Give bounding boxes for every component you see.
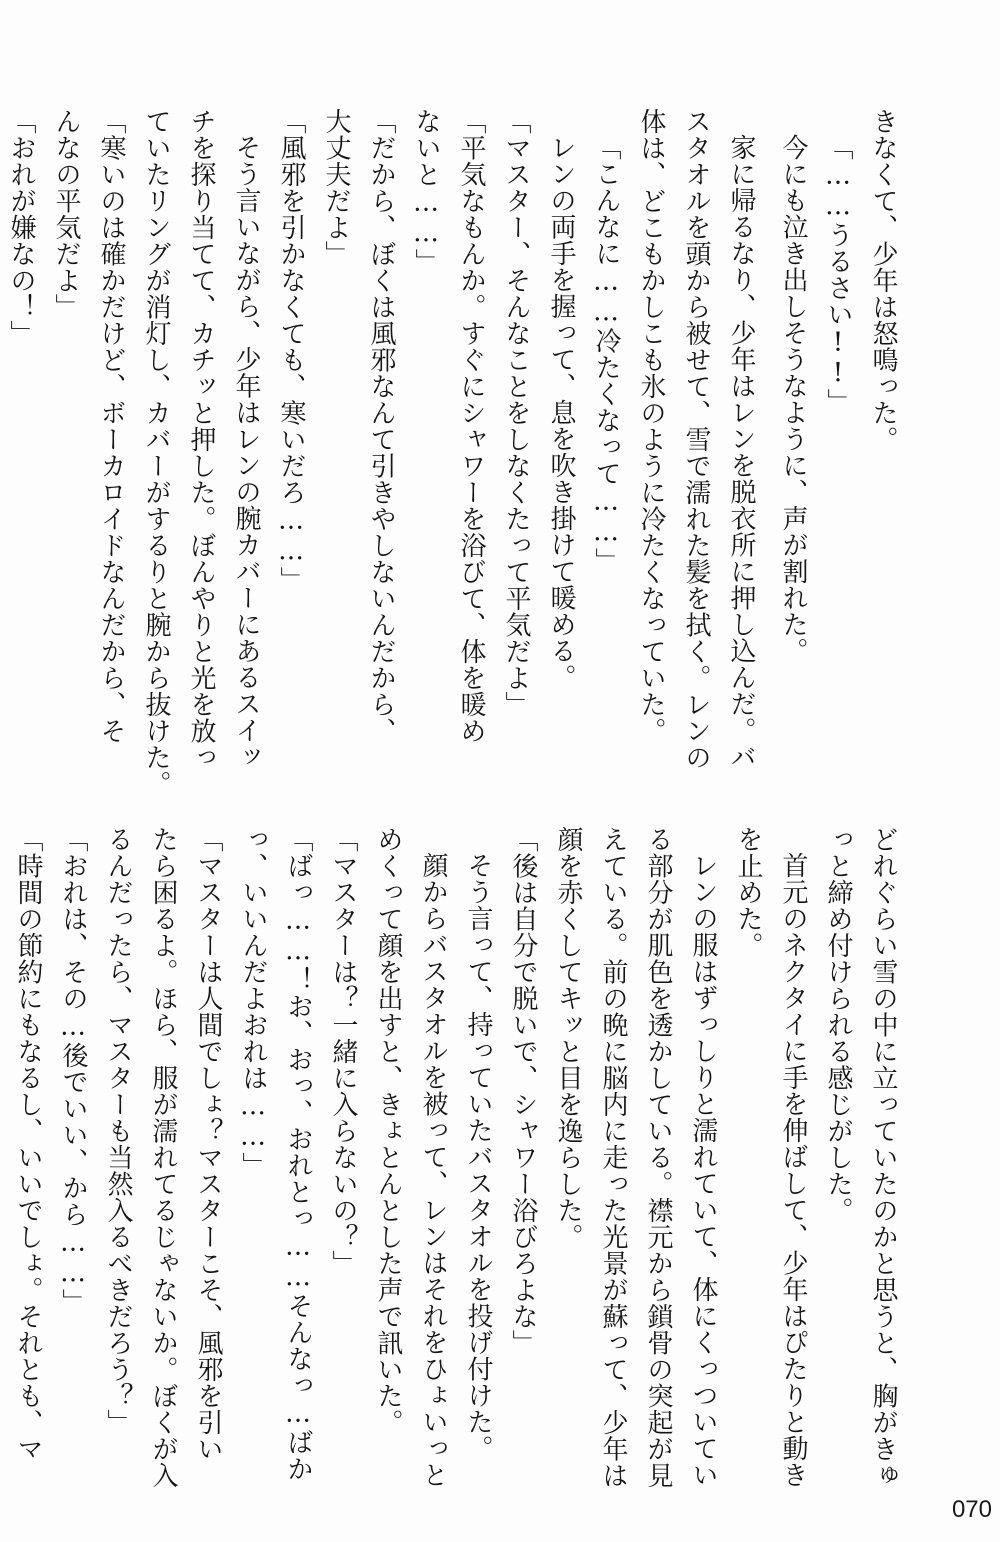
text-line xyxy=(0,826,2,1277)
text-line: 「おれが嫌なの！」 xyxy=(6,108,36,347)
text-line: 「マスターは？一緒に入らないの？」 xyxy=(328,826,358,1277)
text-line: るんだったら、マスターも当然入るべきだろう？」 xyxy=(103,826,133,1436)
text-line: 体は、どこもかしこも氷のように冷たくなっていた。 xyxy=(636,108,666,744)
text-line: 「こんなに……冷たくなって……」 xyxy=(591,134,621,574)
text-line: 「おれは、その…後でいい、から……」 xyxy=(58,826,88,1315)
text-line: レンの服はずっしりと濡れていて、体にくっついてい xyxy=(688,852,718,1488)
text-line: どれぐらい雪の中に立っていたのかと思うと、胸がきゅ xyxy=(868,826,898,1489)
text-block-bottom xyxy=(0,826,902,1489)
text-line: 「後は自分で脱いで、シャワー浴びろよな」 xyxy=(508,826,538,1356)
text-line: 家に帰るなり、少年はレンを脱衣所に押し込んだ。バ xyxy=(726,134,756,770)
text-line: 「マスターは人間でしょ？マスターこそ、風邪を引い xyxy=(193,826,223,1462)
text-line: 首元のネクタイに手を伸ばして、少年はぴたりと動き xyxy=(778,852,808,1488)
text-line: んなの平気だよ」 xyxy=(51,108,81,320)
text-line: 大丈夫だよ」 xyxy=(321,108,351,267)
text-line: たら困るよ。ほら、服が濡れてるじゃないか。ぼくが入 xyxy=(148,826,178,1489)
text-line: 「……うるさい!!」 xyxy=(823,134,853,415)
text-line: る部分が肌色を透かしている。襟元から鎖骨の突起が見 xyxy=(643,826,673,1489)
text-line: ていたリングが消灯し、カバーがするりと腕から抜けた。 xyxy=(141,108,171,797)
text-line: スタオルを頭から被せて、雪で濡れた髪を拭く。レンの xyxy=(681,108,711,771)
text-line: レンの両手を握って、息を吹き掛けて暖める。 xyxy=(546,134,576,691)
text-line: えている。前の晩に脳内に走った光景が蘇って、少年は xyxy=(598,826,628,1489)
text-line: きなくて、少年は怒鳴った。 xyxy=(868,108,898,453)
text-line: 顔からバスタオルを被って、レンはそれをひょいっと xyxy=(418,852,448,1488)
text-line: 「マスター、そんなことをしなくたって平気だよ」 xyxy=(501,108,531,718)
text-line: っ、いいんだよおれは……」 xyxy=(238,826,268,1179)
text-block-top xyxy=(0,108,902,797)
text-line: 「だから、ぼくは風邪なんて引きやしないんだから、 xyxy=(366,108,396,744)
text-line: 「ばっ……！お、おっ、おれとっ……そんなっ…ばか xyxy=(283,826,313,1482)
text-line: 「平気なもんか。すぐにシャワーを浴びて、体を暖め xyxy=(456,108,486,744)
text-line: そう言って、持っていたバスタオルを投げ付けた。 xyxy=(463,852,493,1462)
text-line: 「寒いのは確かだけど、ボーカロイドなんだから、そ xyxy=(96,108,126,744)
page-number: 070 xyxy=(951,1496,992,1523)
text-line: ないと……」 xyxy=(411,108,441,275)
text-line: っと締め付けられる感じがした。 xyxy=(823,826,853,1224)
text-line: 今にも泣き出しそうなように、声が割れた。 xyxy=(778,134,808,664)
text-line: そう言いながら、少年はレンの腕カバーにあるスイッ xyxy=(231,134,261,770)
text-line: 「風邪を引かなくても、寒いだろ……」 xyxy=(276,108,306,593)
text-line: めくって顔を出すと、きょとんとした声で訊いた。 xyxy=(373,826,403,1436)
text-line: 顔を赤くしてキッと目を逸らした。 xyxy=(553,826,583,1250)
text-line: チを探り当てて、カチッと押した。ぼんやりと光を放っ xyxy=(186,108,216,771)
text-line: を止めた。 xyxy=(733,826,763,959)
text-line: 「時間の節約にもなるし、いいでしょ。それとも、マ xyxy=(13,826,43,1462)
